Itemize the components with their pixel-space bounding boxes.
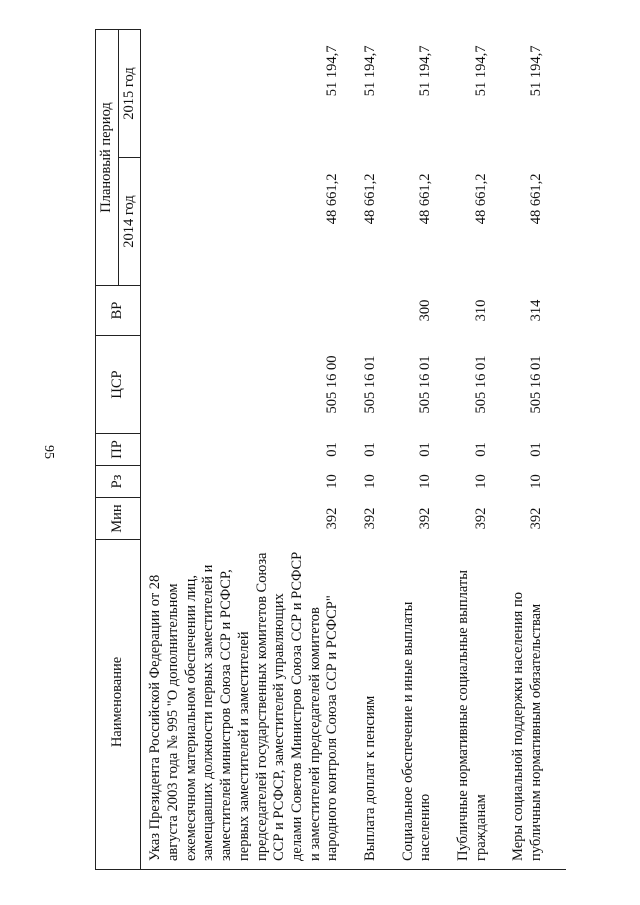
row-y2015: 51 194,7: [361, 45, 378, 97]
row-rz: 10: [324, 474, 341, 489]
table-row: [141, 29, 362, 869]
row-rz: 10: [361, 474, 378, 489]
header-csr: ЦСР: [96, 336, 141, 434]
header-year-2014: 2014 год: [118, 158, 141, 286]
header-row: [96, 29, 119, 869]
header-name: Наименование: [96, 540, 141, 870]
row-name: Указ Президента Российской Федерации от 28 августа 2003 года № 995 "О дополнительном ежемесячном материальном обеспечении лиц, замещавших должности первых заместителей и заместителей министров Союза ССР и РСФСР, первых заместителей и заместителей председателей государственных комитетов Союза ССР и РСФСР, заместителей управляющих делами Советов Министров Союза ССР и РСФСР и заместителей председателей комитетов народного контроля Союза ССР и РСФСР": [141, 540, 362, 870]
row-vr: [362, 286, 400, 336]
row-y2015: 51 194,7: [324, 45, 341, 97]
row-pr: 01: [361, 442, 378, 457]
row-min: 392: [417, 507, 434, 530]
row-min: 392: [528, 507, 545, 530]
row-vr: 310: [472, 299, 489, 322]
row-rz: 10: [417, 474, 434, 489]
row-y2014: 48 661,2: [361, 173, 378, 225]
row-rz: 10: [528, 474, 545, 489]
row-name: Выплата доплат к пенсиям: [362, 540, 400, 870]
row-min: 392: [324, 507, 341, 530]
row-csr: 505 16 01: [472, 355, 489, 414]
table-row: [510, 29, 565, 869]
row-y2015: 51 194,7: [417, 45, 434, 97]
row-rz: 10: [472, 474, 489, 489]
row-csr: 505 16 01: [417, 355, 434, 414]
row-name: Публичные нормативные социальные выплаты гражданам: [455, 540, 510, 870]
row-pr: 01: [417, 442, 434, 457]
header-rz: Рз: [96, 466, 141, 498]
row-vr: 300: [417, 299, 434, 322]
row-csr: 505 16 01: [528, 355, 545, 414]
row-y2015: 51 194,7: [472, 45, 489, 97]
row-min: 392: [361, 507, 378, 530]
row-pr: 01: [528, 442, 545, 457]
header-vr: ВР: [96, 286, 141, 336]
page-number: 95: [41, 445, 56, 459]
header-pr: ПР: [96, 434, 141, 466]
table-row: [362, 29, 400, 869]
row-pr: 01: [472, 442, 489, 457]
table-row: [455, 29, 510, 869]
row-name: Социальное обеспечение и иные выплаты населению: [400, 540, 455, 870]
row-y2015: 51 194,7: [528, 45, 545, 97]
row-y2014: 48 661,2: [472, 173, 489, 225]
row-y2014: 48 661,2: [528, 173, 545, 225]
row-vr: [141, 286, 362, 336]
table-row: [400, 29, 455, 869]
rotated-table-container: [95, 30, 640, 870]
row-min: 392: [472, 507, 489, 530]
budget-table: [95, 29, 566, 870]
row-name: Меры социальной поддержки населения по публичным нормативным обязательствам: [510, 540, 565, 870]
row-y2014: 48 661,2: [417, 173, 434, 225]
row-csr: 505 16 00: [324, 355, 341, 414]
header-planned-period: Плановый период: [96, 29, 119, 285]
row-vr: 314: [528, 299, 545, 322]
row-pr: 01: [324, 442, 341, 457]
header-min: Мин: [96, 498, 141, 540]
row-csr: 505 16 01: [361, 355, 378, 414]
header-year-2015: 2015 год: [118, 29, 141, 157]
row-y2014: 48 661,2: [324, 173, 341, 225]
